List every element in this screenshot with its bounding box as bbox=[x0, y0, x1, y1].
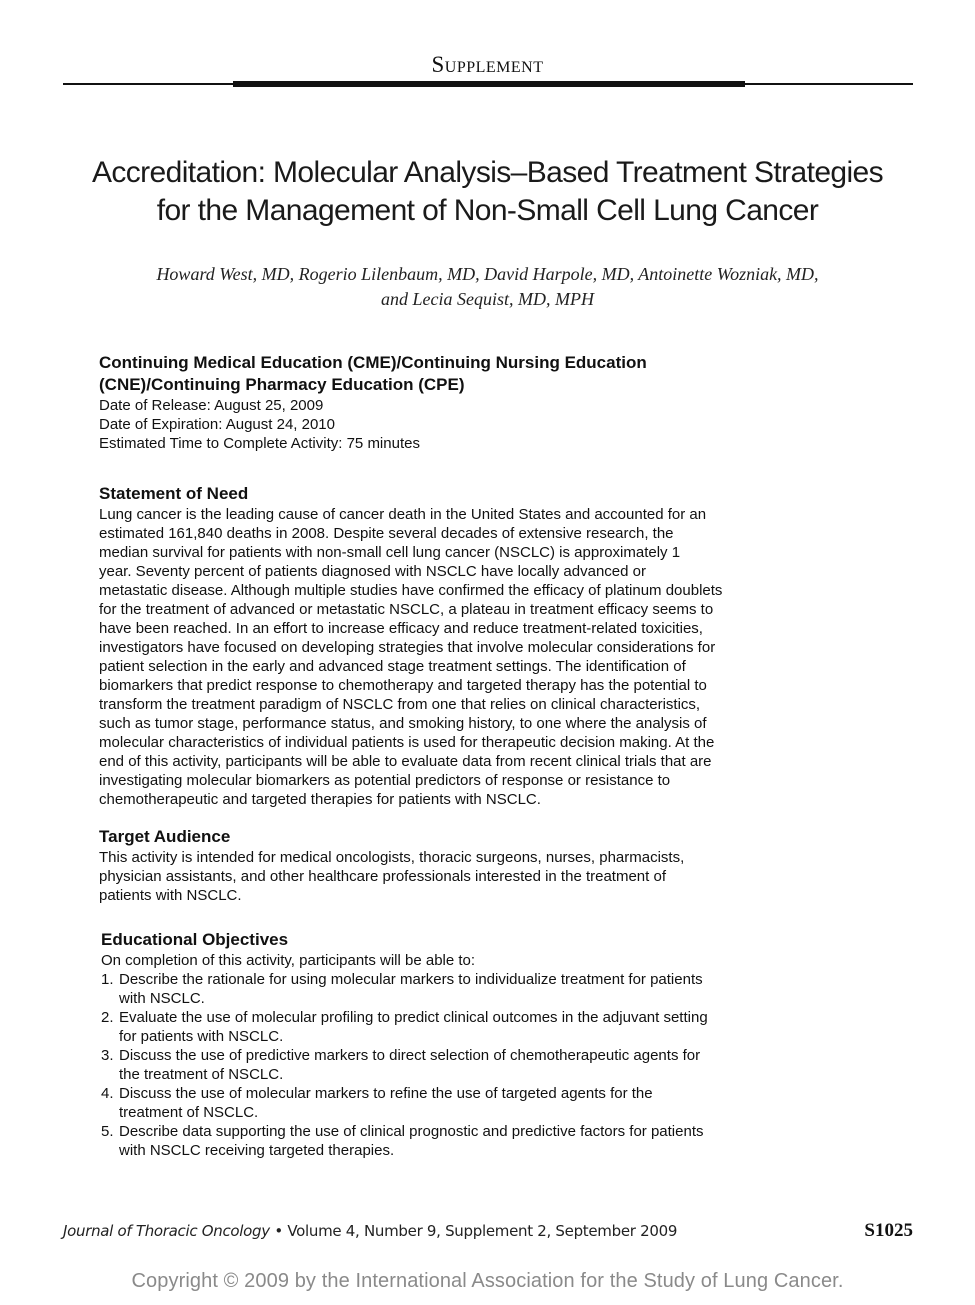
text-line: physician assistants, and other healthcare professionals interested in the treatment of bbox=[99, 868, 666, 885]
text-line: chemotherapeutic and targeted therapies for patients with NSCLC. bbox=[99, 791, 541, 808]
journal-citation bbox=[63, 1222, 677, 1240]
item-number: 4. bbox=[101, 1085, 114, 1102]
list-item bbox=[101, 1046, 791, 1084]
item-line: with NSCLC receiving targeted therapies. bbox=[119, 1142, 395, 1159]
cme-heading bbox=[99, 352, 789, 396]
text-line: investigators have focused on developing strategies that involve molecular considerations for bbox=[99, 639, 716, 656]
item-line: treatment of NSCLC. bbox=[119, 1104, 259, 1121]
item-line: Discuss the use of predictive markers to direct selection of chemotherapeutic agents for bbox=[119, 1047, 701, 1064]
list-item bbox=[101, 1122, 791, 1160]
estimated-time: Estimated Time to Complete Activity: 75 minutes bbox=[99, 435, 420, 452]
statement-of-need-section bbox=[99, 483, 789, 809]
text-line: metastatic disease. Although multiple studies have confirmed the efficacy of platinum doublets bbox=[99, 582, 723, 599]
list-item bbox=[101, 970, 791, 1008]
text-line: This activity is intended for medical oncologists, thoracic surgeons, nurses, pharmacists, bbox=[99, 849, 685, 866]
list-item bbox=[101, 1008, 791, 1046]
item-line: Evaluate the use of molecular profiling to predict clinical outcomes in the adjuvant setting bbox=[119, 1009, 708, 1026]
journal-name: Journal of Thoracic Oncology bbox=[63, 1222, 270, 1240]
title-line: for the Management of Non-Small Cell Lung Cancer bbox=[156, 194, 819, 227]
text-line: end of this activity, participants will be able to evaluate data from recent clinical trials that are bbox=[99, 753, 712, 770]
list-item bbox=[101, 1084, 791, 1122]
text-line: investigating molecular biomarkers as potential predictors of response or resistance to bbox=[99, 772, 671, 789]
text-line: Lung cancer is the leading cause of cancer death in the United States and accounted for an bbox=[99, 506, 707, 523]
cme-section bbox=[99, 352, 789, 453]
item-number: 1. bbox=[101, 971, 114, 988]
item-line: Describe data supporting the use of clinical prognostic and predictive factors for patients bbox=[119, 1123, 704, 1140]
author-line: Howard West, MD, Rogerio Lilenbaum, MD, David Harpole, MD, Antoinette Wozniak, MD, bbox=[156, 264, 819, 284]
educational-objectives-section bbox=[101, 929, 791, 1160]
item-number: 2. bbox=[101, 1009, 114, 1026]
heading-line: Continuing Medical Education (CME)/Continuing Nursing Education bbox=[99, 353, 647, 372]
article-title bbox=[40, 154, 935, 230]
text-line: such as tumor stage, performance status, and smoking history, to one where the analysis of bbox=[99, 715, 707, 732]
issue-info: • Volume 4, Number 9, Supplement 2, September 2009 bbox=[269, 1222, 678, 1240]
audience-paragraph bbox=[99, 848, 789, 905]
item-number: 3. bbox=[101, 1047, 114, 1064]
heading-line: (CNE)/Continuing Pharmacy Education (CPE) bbox=[99, 375, 465, 394]
objectives-intro: On completion of this activity, participants will be able to: bbox=[101, 952, 476, 969]
section-heading: Statement of Need bbox=[99, 484, 249, 503]
target-audience-section bbox=[99, 826, 789, 905]
item-line: with NSCLC. bbox=[119, 990, 205, 1007]
item-line: for patients with NSCLC. bbox=[119, 1028, 284, 1045]
author-line: and Lecia Sequist, MD, MPH bbox=[381, 289, 594, 309]
text-line: patient selection in the early and advanced stage treatment settings. The identification of bbox=[99, 658, 686, 675]
release-date: Date of Release: August 25, 2009 bbox=[99, 397, 324, 414]
item-line: Discuss the use of molecular markers to refine the use of targeted agents for the bbox=[119, 1085, 653, 1102]
running-header: Supplement bbox=[431, 52, 544, 77]
section-heading: Educational Objectives bbox=[101, 930, 289, 949]
page-number: S1025 bbox=[864, 1220, 913, 1241]
text-line: patients with NSCLC. bbox=[99, 887, 242, 904]
text-line: transform the treatment paradigm of NSCLC from one that relies on clinical characteristics, bbox=[99, 696, 701, 713]
need-paragraph bbox=[99, 505, 789, 809]
text-line: biomarkers that predict response to chemotherapy and targeted therapy has the potential to bbox=[99, 677, 707, 694]
objectives-list bbox=[101, 970, 791, 1160]
text-line: median survival for patients with non-small cell lung cancer (NSCLC) is approximately 1 bbox=[99, 544, 681, 561]
text-line: year. Seventy percent of patients diagnosed with NSCLC have locally advanced or bbox=[99, 563, 646, 580]
section-heading: Target Audience bbox=[99, 827, 231, 846]
text-line: for the treatment of advanced or metastatic NSCLC, a plateau in treatment efficacy seems to bbox=[99, 601, 714, 618]
item-line: the treatment of NSCLC. bbox=[119, 1066, 284, 1083]
text-line: have been reached. In an effort to increase efficacy and reduce treatment-related toxicities, bbox=[99, 620, 703, 637]
expiration-date: Date of Expiration: August 24, 2010 bbox=[99, 416, 335, 433]
text-line: molecular characteristics of individual patients is used for therapeutic decision making. At the bbox=[99, 734, 715, 751]
copyright-notice: Copyright © 2009 by the International Association for the Study of Lung Cancer. bbox=[131, 1270, 844, 1292]
text-line: estimated 161,840 deaths in 2008. Despite several decades of extensive research, the bbox=[99, 525, 674, 542]
author-list bbox=[40, 262, 935, 312]
item-line: Describe the rationale for using molecular markers to individualize treatment for patients bbox=[119, 971, 703, 988]
title-line: Accreditation: Molecular Analysis–Based Treatment Strategies bbox=[91, 156, 884, 189]
item-number: 5. bbox=[101, 1123, 114, 1140]
header-rule-bold bbox=[233, 81, 745, 87]
